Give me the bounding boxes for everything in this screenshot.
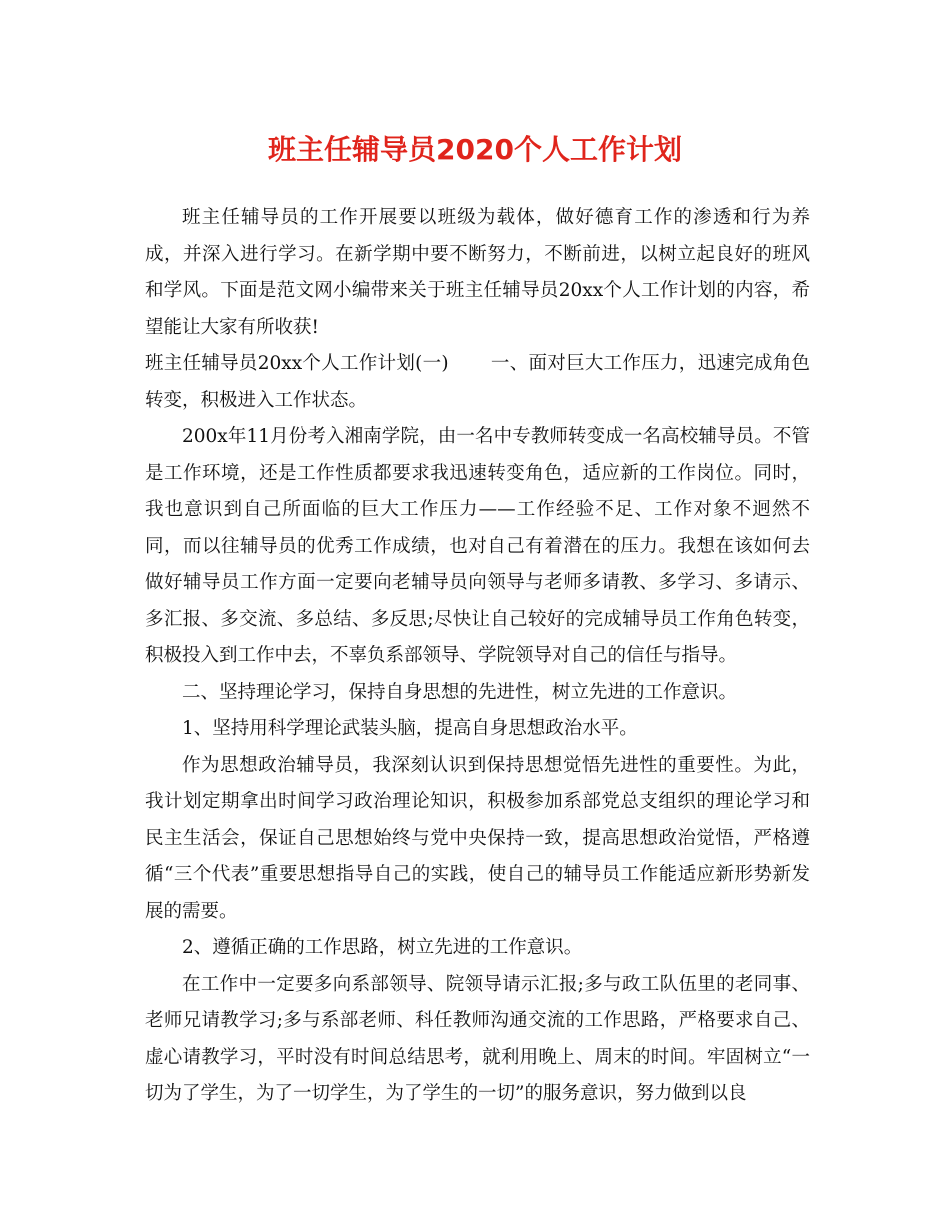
intro-paragraph: 班主任辅导员的工作开展要以班级为载体，做好德育工作的渗透和行为养成，并深入进行学习。在新学期中要不断努力，不断前进，以树立起良好的班风和学风。下面是范文网小编带来关于班主任辅导员20xx个人工作计划的内容，希望能让大家有所收获! — [145, 207, 810, 338]
point1-heading: 一、面对巨大工作压力，迅速完成角色转变，积极进入工作状态。 — [145, 353, 810, 411]
sub2-body: 在工作中一定要多向系部领导、院领导请示汇报;多与政工队伍里的老同事、老师兄请教学习;多与系部老师、科任教师沟通交流的工作思路，严格要求自己、虚心请教学习，平时没有时间总结思考，就利用晚上、周末的时间。牢固树立“一切为了学生，为了一切学生，为了学生的一切”的服务意识，努力做到以良 — [145, 973, 810, 1104]
point1-body: 200x年11月份考入湘南学院，由一名中专教师转变成一名高校辅导员。不管是工作环境，还是工作性质都要求我迅速转变角色，适应新的工作岗位。同时，我也意识到自己所面临的巨大工作压力——工作经验不足、工作对象不迥然不同，而以往辅导员的优秀工作成绩，也对自己有着潜在的压力。我想在该如何去做好辅导员工作方面一定要向老辅导员向领导与老师多请教、多学习、多请示、多汇报、多交流、多总结、多反思;尽快让自己较好的完成辅导员工作角色转变，积极投入到工作中去，不辜负系部领导、学院领导对自己的信任与指导。 — [145, 426, 810, 666]
sub1-heading: 1、坚持用科学理论武装头脑，提高自身思想政治水平。 — [182, 718, 638, 739]
section1-heading: 班主任辅导员20xx个人工作计划(一) — [145, 353, 449, 374]
sub1-body: 作为思想政治辅导员，我深刻认识到保持思想觉悟先进性的重要性。为此，我计划定期拿出时间学习政治理论知识，积极参加系部党总支组织的理论学习和民主生活会，保证自己思想始终与党中央保持一致，提高思想政治觉悟，严格遵循“三个代表”重要思想指导自己的实践，使自己的辅导员工作能适应新形势新发展的需要。 — [145, 754, 810, 922]
point2-heading: 二、坚持理论学习，保持自身思想的先进性，树立先进的工作意识。 — [182, 681, 738, 703]
sub2-heading: 2、遵循正确的工作思路，树立先进的工作意识。 — [182, 937, 583, 958]
document-body — [145, 200, 810, 1113]
section-line — [145, 346, 810, 419]
document-title: 班主任辅导员2020个人工作计划 — [268, 133, 682, 166]
